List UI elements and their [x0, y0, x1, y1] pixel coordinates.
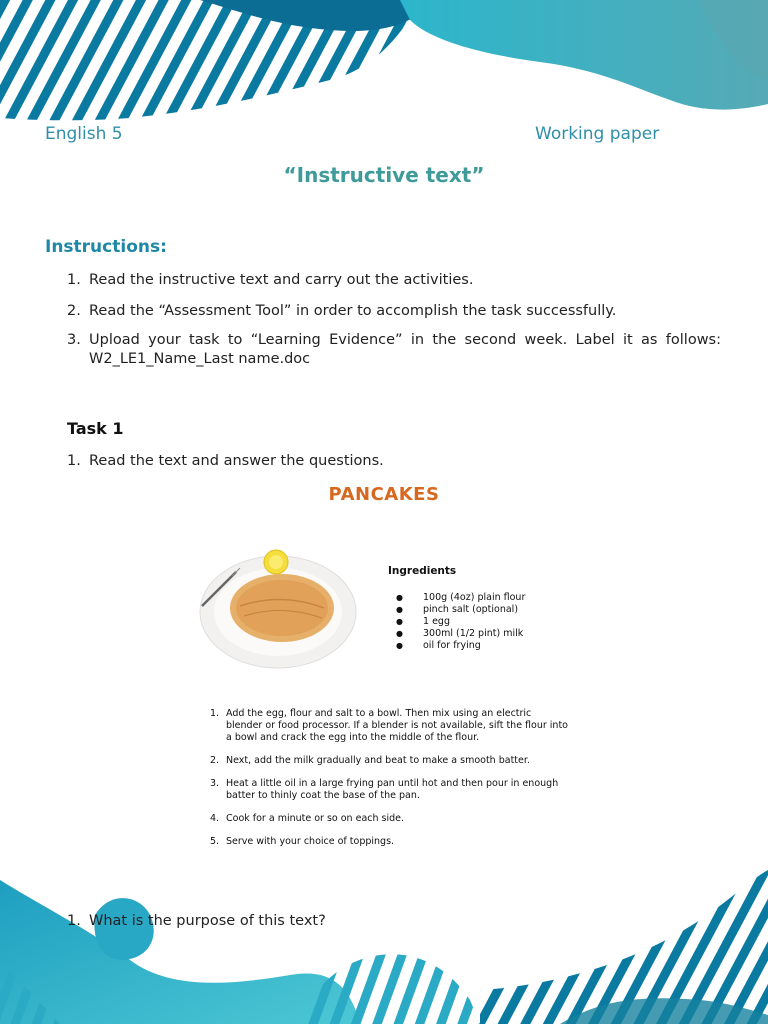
ingredient: pinch salt (optional) [423, 604, 519, 615]
ingredient: oil for frying [423, 640, 481, 651]
step-text: Add the egg, flour and salt to a bowl. Then mix using an electric blender or food processor. If a blender is not available, sift the flour into a bowl and crack the egg into the middle of the flour. [226, 708, 568, 743]
item-number: 3. [67, 332, 81, 348]
task-list [67, 452, 721, 471]
step-number: 3. [210, 778, 220, 789]
step-text: Cook for a minute or so on each side. [226, 813, 405, 824]
item-text: Read the text and answer the questions. [89, 453, 384, 469]
list-item [210, 755, 570, 767]
step-text: Serve with your choice of toppings. [226, 836, 395, 847]
ingredients-heading: Ingredients [388, 565, 457, 577]
item-number: 1. [67, 453, 81, 469]
task-heading: Task 1 [67, 419, 124, 438]
instructions-list [67, 271, 721, 369]
ingredients-list [396, 592, 525, 652]
page-title: “Instructive text” [283, 163, 485, 187]
step-text: Next, add the milk gradually and beat to make a smooth batter. [226, 755, 530, 766]
recipe-steps [210, 708, 570, 848]
list-item: ● pinch salt (optional) [396, 604, 519, 615]
pancake-plate-image [196, 542, 360, 672]
list-item [67, 271, 721, 290]
item-number: 1. [67, 272, 81, 288]
list-item [210, 708, 570, 744]
list-item: ● 100g (4oz) plain flour [396, 592, 526, 603]
question-text: What is the purpose of this text? [89, 913, 326, 929]
list-item [210, 813, 570, 825]
step-number: 5. [210, 836, 220, 847]
step-number: 1. [210, 708, 220, 719]
document-type: Working paper [535, 124, 660, 144]
list-item: ● oil for frying [396, 640, 481, 651]
item-text: Read the instructive text and carry out the activities. [89, 272, 474, 288]
step-number: 4. [210, 813, 220, 824]
list-item [210, 836, 570, 848]
course-name: English 5 [45, 124, 123, 144]
ingredient: 1 egg [423, 616, 450, 627]
step-number: 2. [210, 755, 220, 766]
step-text: Heat a little oil in a large frying pan until hot and then pour in enough batter to thinly coat the base of the pan. [226, 778, 559, 801]
list-item [67, 302, 721, 321]
list-item [67, 452, 721, 471]
list-item [67, 331, 721, 369]
list-item [210, 778, 570, 802]
item-text: Upload your task to “Learning Evidence” in the second week. Label it as follows: W2_LE1_Name_Last name.doc [89, 332, 721, 367]
recipe-title: PANCAKES [328, 484, 440, 505]
item-number: 2. [67, 303, 81, 319]
list-item: ● 1 egg [396, 616, 450, 627]
question [67, 913, 326, 929]
ingredient: 300ml (1/2 pint) milk [423, 628, 524, 639]
item-text: Read the “Assessment Tool” in order to accomplish the task successfully. [89, 303, 617, 319]
ingredient: 100g (4oz) plain flour [423, 592, 526, 603]
list-item: ● 300ml (1/2 pint) milk [396, 628, 524, 639]
question-number: 1. [67, 913, 81, 929]
instructions-heading: Instructions: [45, 237, 167, 257]
